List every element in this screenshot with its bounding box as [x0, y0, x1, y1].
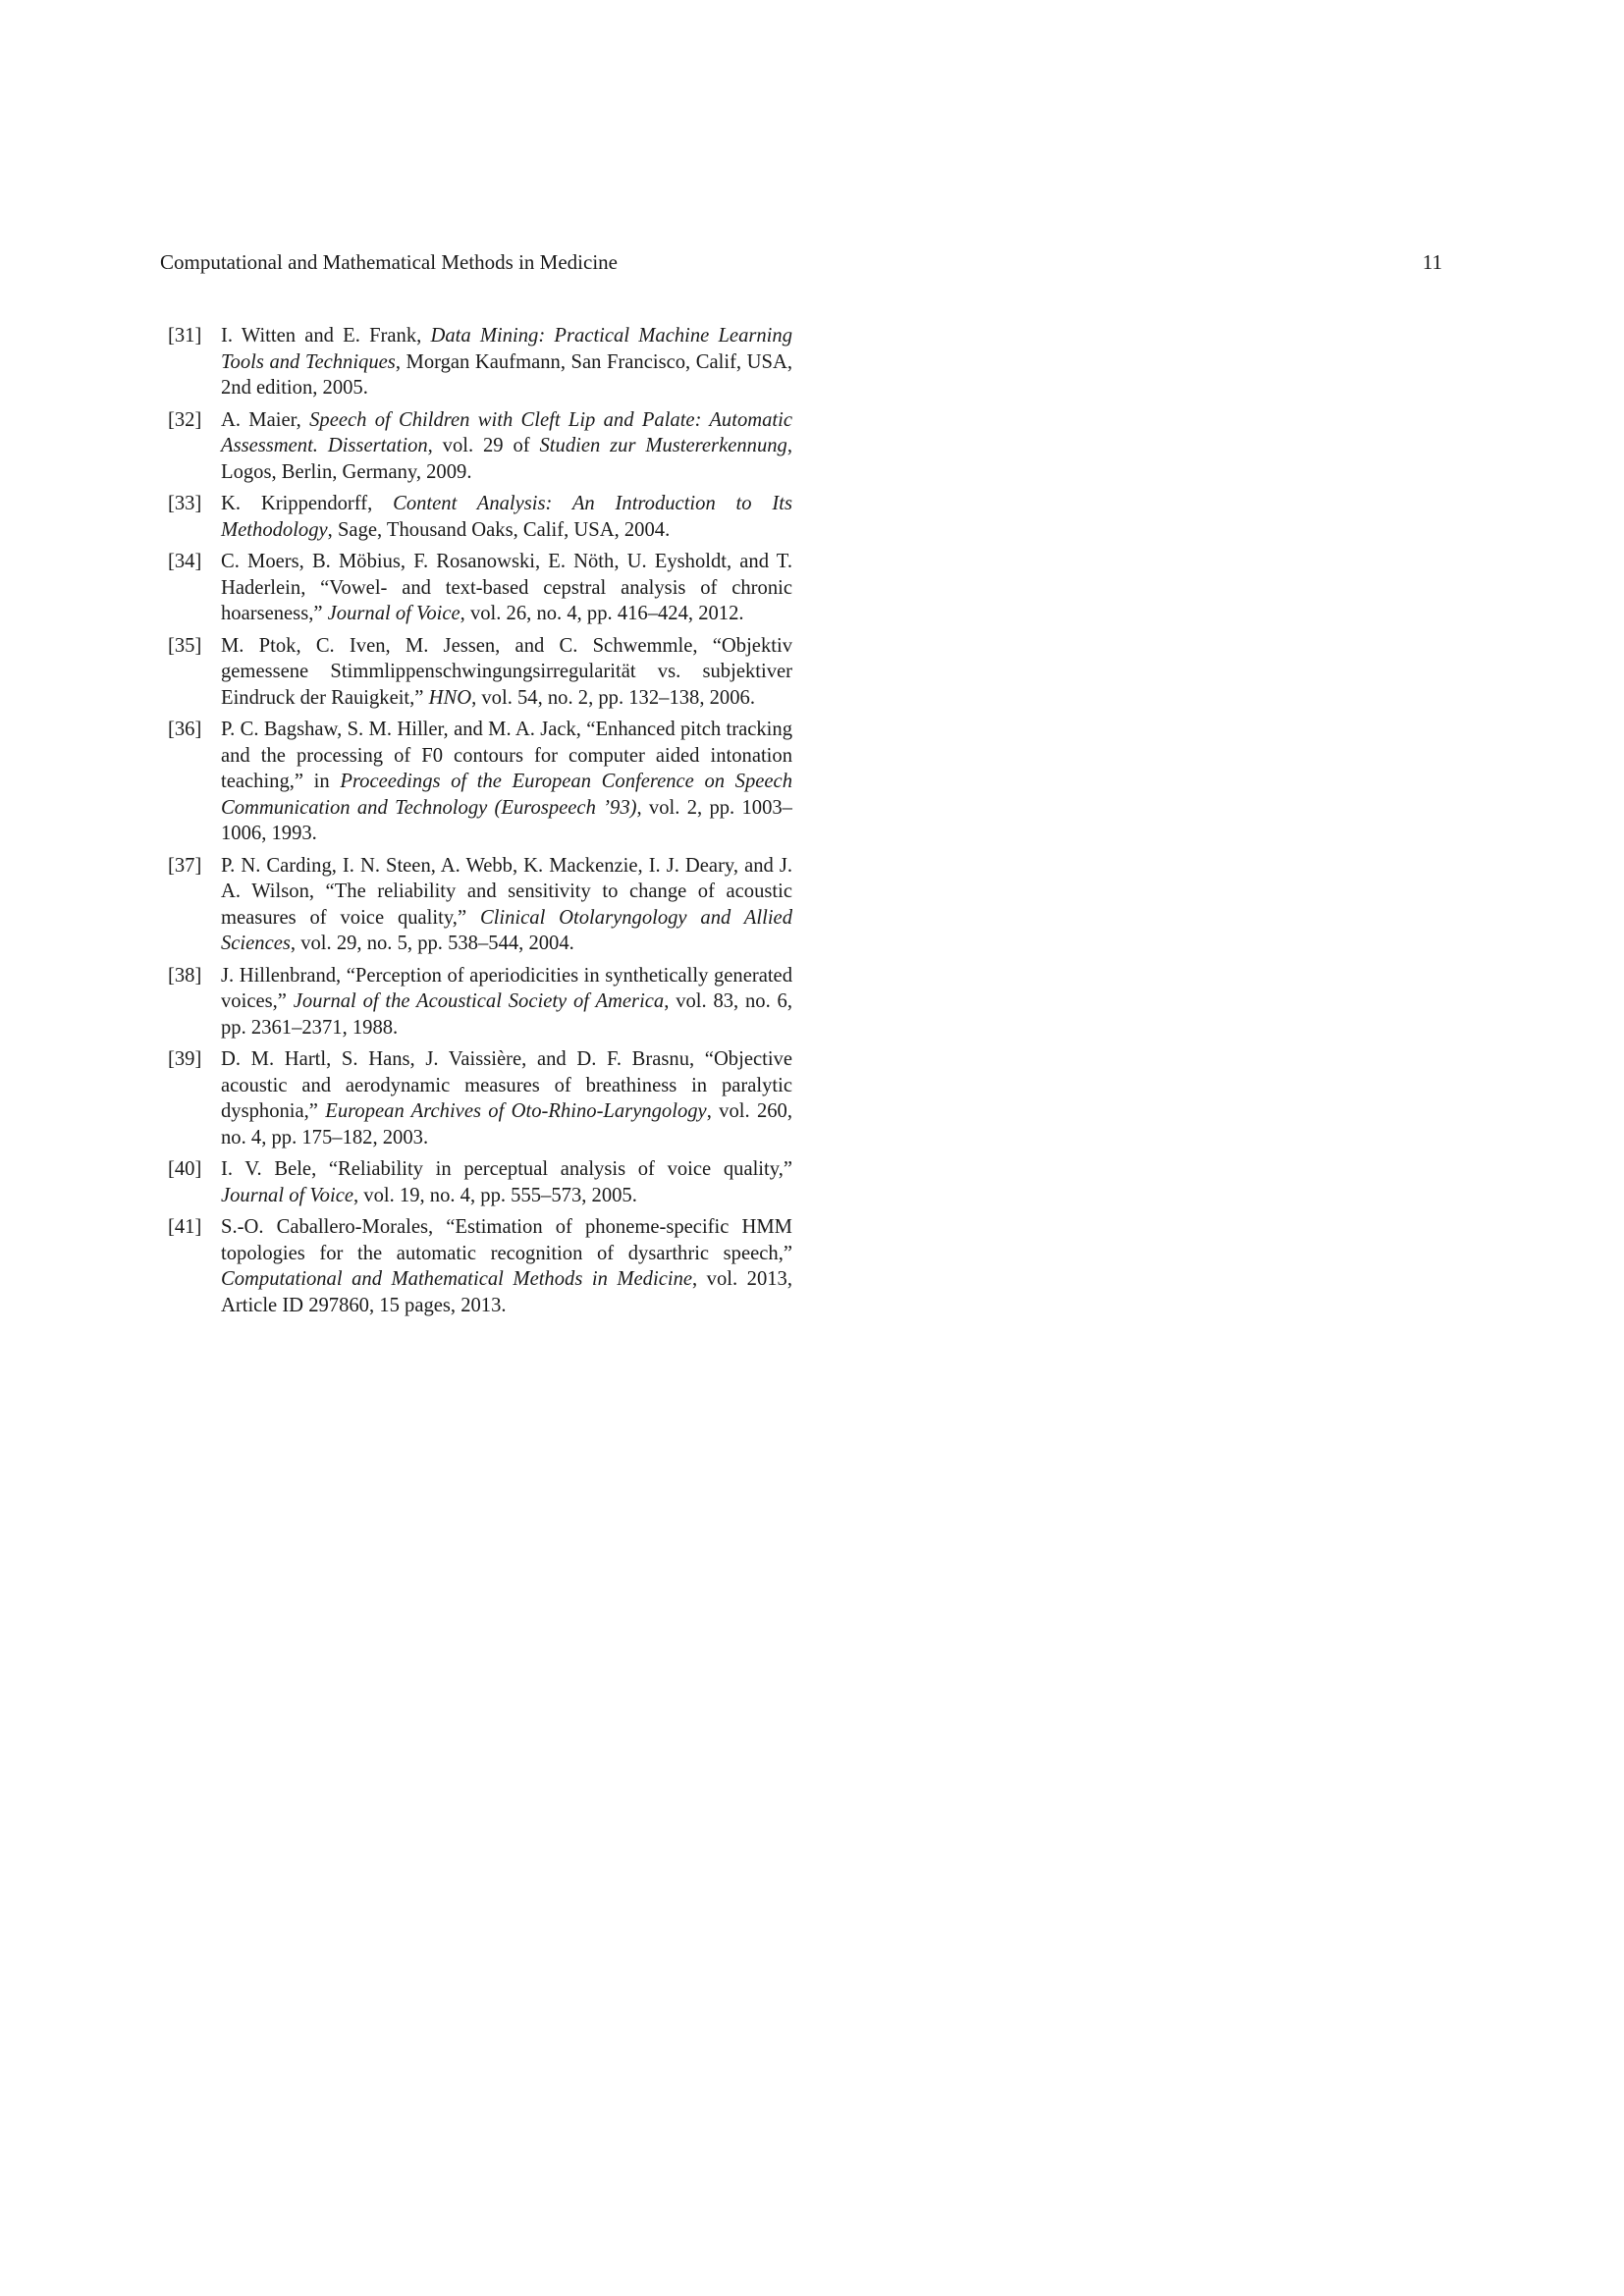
reference-text-segment: C. Moers, B. Möbius, F. Rosanowski, E. Nöth, U. Eysholdt, and T. Haderlein, “Vowel- and text-based cepstral analysis of chronic hoarseness,” [221, 551, 792, 624]
reference-text-segment: , vol. 29, no. 5, pp. 538–544, 2004. [290, 933, 574, 954]
running-head-title: Computational and Mathematical Methods in Medicine [160, 250, 618, 274]
reference-item [168, 633, 792, 712]
reference-work-title: Speech of Children with Cleft Lip and Palate: Automatic Assessment. Dissertation [221, 408, 792, 456]
reference-item [168, 963, 792, 1041]
reference-text-segment: K. Krippendorff, [221, 493, 394, 514]
reference-text-segment: J. Hillenbrand, “Perception of aperiodicities in synthetically generated voices,” [221, 964, 792, 1012]
reference-text [221, 717, 792, 847]
reference-item [168, 717, 792, 847]
reference-text [221, 491, 792, 543]
reference-text-segment: , vol. 2, pp. 1003–1006, 1993. [221, 796, 792, 844]
reference-text-segment: , vol. 260, no. 4, pp. 175–182, 2003. [221, 1100, 792, 1148]
running-head [160, 249, 1442, 275]
reference-label: [31] [168, 325, 202, 347]
reference-text-segment: , vol. 2013, Article ID 297860, 15 pages, 2013. [221, 1268, 793, 1316]
reference-text-segment: S.-O. Caballero-Morales, “Estimation of phoneme-specific HMM topologies for the automatic recognition of dysarthric speech,” [221, 1216, 792, 1264]
reference-work-title: Journal of Voice [327, 603, 460, 624]
reference-text-segment: , vol. 29 of [427, 435, 540, 456]
reference-text-segment: P. N. Carding, I. N. Steen, A. Webb, K. Mackenzie, I. J. Deary, and J. A. Wilson, “The reliability and sensitivity to change of acoustic measures of voice quality,” [221, 854, 792, 929]
reference-text-segment: , vol. 19, no. 4, pp. 555–573, 2005. [352, 1184, 637, 1206]
reference-text-segment: I. V. Bele, “Reliability in perceptual analysis of voice quality,” [221, 1158, 792, 1180]
reference-text-segment: , vol. 26, no. 4, pp. 416–424, 2012. [460, 603, 744, 624]
reference-work-title: European Archives of Oto-Rhino-Laryngology [325, 1100, 707, 1122]
reference-text [221, 1214, 792, 1318]
reference-label: [32] [168, 408, 202, 431]
reference-text-segment: M. Ptok, C. Iven, M. Jessen, and C. Schwemmle, “Objektiv gemessene Stimmlippenschwingungsirregularität vs. subjektiver Eindruck der Rauigkeit,” [221, 634, 792, 709]
reference-item [168, 323, 792, 401]
reference-work-title: Data Mining: Practical Machine Learning Tools and Techniques [221, 325, 792, 373]
reference-work-title: Studien zur Mustererkennung [539, 435, 787, 456]
reference-label: [41] [168, 1216, 202, 1238]
reference-text-segment: , Sage, Thousand Oaks, Calif, USA, 2004. [327, 518, 671, 541]
reference-item [168, 1214, 792, 1318]
reference-work-title: HNO [428, 686, 472, 709]
reference-item [168, 1156, 792, 1208]
reference-text-segment: P. C. Bagshaw, S. M. Hiller, and M. A. Jack, “Enhanced pitch tracking and the processing of F0 contours for computer aided intonation teaching,” in [221, 719, 792, 792]
page-number: 11 [1422, 250, 1442, 274]
reference-item [168, 407, 792, 486]
reference-label: [39] [168, 1048, 202, 1070]
reference-text [221, 323, 792, 401]
reference-text-segment: , Morgan Kaufmann, San Francisco, Calif, USA, 2nd edition, 2005. [221, 350, 792, 399]
reference-work-title: Journal of the Acoustical Society of America [293, 990, 665, 1012]
reference-text-segment: , vol. 83, no. 6, pp. 2361–2371, 1988. [221, 990, 793, 1039]
reference-item [168, 1046, 792, 1150]
references-list [168, 323, 792, 1324]
reference-label: [35] [168, 634, 202, 657]
reference-work-title: Journal of Voice [221, 1184, 353, 1206]
reference-text [221, 1156, 792, 1208]
reference-item [168, 549, 792, 627]
reference-text-segment: , vol. 54, no. 2, pp. 132–138, 2006. [471, 686, 755, 709]
reference-text-segment: I. Witten and E. Frank, [221, 325, 431, 347]
reference-label: [40] [168, 1158, 202, 1180]
reference-label: [33] [168, 493, 202, 514]
reference-label: [37] [168, 854, 202, 877]
reference-text [221, 549, 792, 627]
reference-text [221, 1046, 792, 1150]
reference-text [221, 963, 792, 1041]
reference-label: [38] [168, 964, 202, 987]
reference-text-segment: D. M. Hartl, S. Hans, J. Vaissière, and D. F. Brasnu, “Objective acoustic and aerodynamic measures of breathiness in paralytic dysphonia,” [221, 1048, 792, 1122]
reference-label: [34] [168, 551, 202, 572]
reference-work-title: Content Analysis: An Introduction to Its Methodology [221, 493, 792, 541]
reference-text [221, 633, 792, 712]
reference-text-segment: A. Maier, [221, 408, 310, 431]
reference-work-title: Clinical Otolaryngology and Allied Sciences [221, 906, 792, 954]
reference-text [221, 407, 792, 486]
reference-work-title: Proceedings of the European Conference on Speech Communication and Technology (Eurospeech ’93) [221, 771, 792, 819]
reference-text [221, 853, 792, 957]
reference-item [168, 853, 792, 957]
reference-work-title: Computational and Mathematical Methods in Medicine [221, 1268, 693, 1290]
reference-text-segment: , Logos, Berlin, Germany, 2009. [221, 435, 792, 483]
reference-item [168, 491, 792, 543]
reference-label: [36] [168, 719, 202, 740]
